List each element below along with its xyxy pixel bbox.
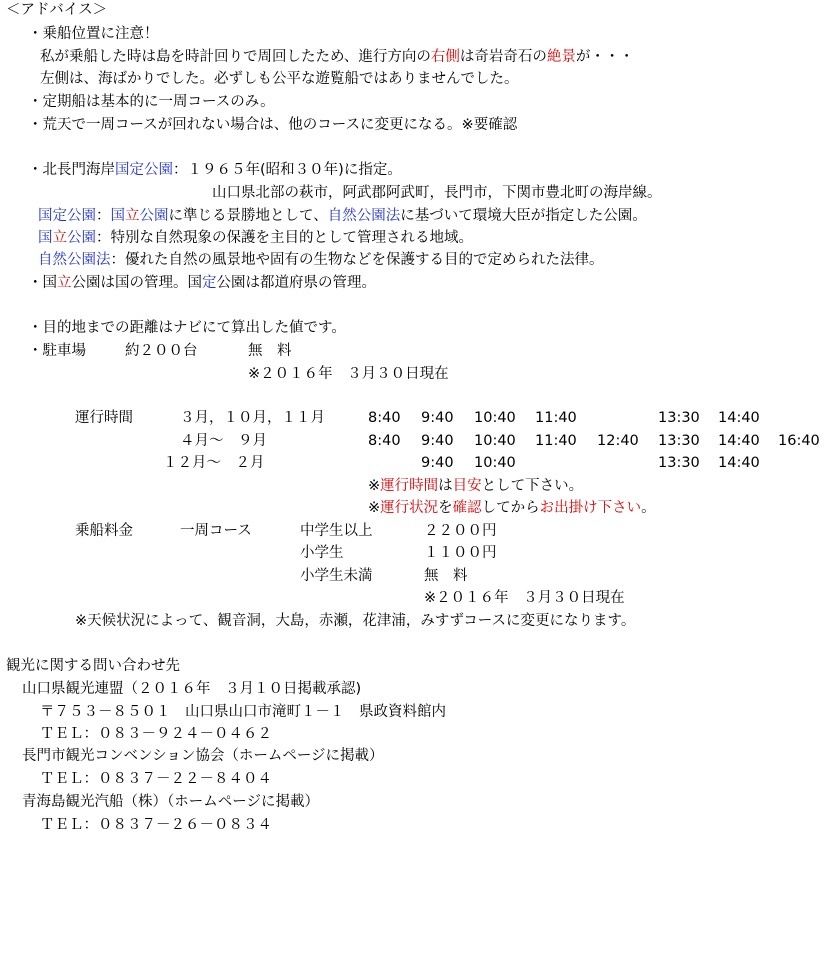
text-segment: ：優れた自然の風景地や固有の生物などを保護する目的で定められた法律。 (110, 252, 604, 268)
park-line-1 (28, 160, 402, 180)
schedule-time: 9:40 (421, 433, 454, 449)
nagato-association-tel: ＴＥＬ：０８３７－２２－８４０４ (40, 771, 272, 787)
schedule-time: 11:40 (535, 410, 577, 426)
schedule-time: 13:30 (658, 410, 700, 426)
text-segment: 公園は国の管理。国 (71, 275, 202, 291)
natural-parks-act-term: 自然公園法 (327, 208, 401, 224)
advice-heading: ＜アドバイス＞ (6, 2, 108, 18)
fare-price: 無 料 (424, 568, 468, 584)
boarding-title: ・乗船位置に注意！ (28, 26, 159, 42)
text-segment: 定 (202, 275, 217, 291)
fare-price: １１００円 (424, 545, 497, 561)
federation-tel: ＴＥＬ：０８３－９２４－０４６２ (40, 726, 272, 742)
regular-ship-note: ・定期船は基本的に一周コースのみ。 (28, 94, 275, 110)
storm-note: ・荒天で一周コースが回れない場合は、他のコースに変更になる。※要確認 (28, 117, 518, 133)
quasi-national-park-term: 国定公園 (38, 208, 96, 224)
highlight-confirm: 確認 (452, 500, 482, 516)
highlight-go-out: お出掛け下さい (539, 500, 642, 516)
contacts-heading: 観光に関する問い合わせ先 (6, 658, 180, 674)
highlight-guideline: 目安 (452, 478, 482, 494)
text-segment: は (438, 478, 453, 494)
text-segment: ※ (368, 500, 381, 516)
schedule-time: 12:40 (597, 433, 639, 449)
text-segment: ※ (368, 478, 381, 494)
text-segment: ：特別な自然現象の保護を主目的として管理される地域。 (96, 230, 473, 246)
schedule-time: 13:30 (658, 455, 700, 471)
text-segment: ：１９６５年(昭和３０年)に指定。 (173, 162, 402, 178)
text-segment: してから (481, 500, 540, 516)
text-segment: ・国 (28, 275, 57, 291)
text-segment: が・・・ (575, 49, 634, 65)
schedule-period: ４月～ ９月 (180, 433, 267, 449)
highlight-operating-status: 運行状況 (380, 500, 439, 516)
schedule-note-1 (368, 476, 583, 496)
fare-date: ※２０１６年 ３月３０日現在 (424, 590, 625, 606)
text-segment: を (438, 500, 453, 516)
schedule-time: 9:40 (421, 410, 454, 426)
federation-name: 山口県観光連盟（２０１６年 ３月１０日掲載承認) (22, 681, 362, 697)
highlight-right-side: 右側 (430, 49, 460, 65)
text-segment: 国 (38, 230, 53, 246)
text-segment: 公園 (67, 230, 96, 246)
weather-note: ※天候状況によって、観音洞，大島，赤瀬，花津浦，みすずコースに変更になります。 (75, 613, 636, 629)
park-line-2: 山口県北部の萩市，阿武郡阿武町，長門市，下関市豊北町の海岸線。 (212, 185, 662, 201)
boarding-line-2: 左側は、海ばかりでした。必ずしも公平な遊覧船ではありませんでした。 (40, 71, 519, 87)
text-segment: ： (96, 208, 111, 224)
schedule-time: 10:40 (474, 433, 516, 449)
text-segment: は奇岩奇石の (459, 49, 547, 65)
text-segment: として下さい。 (481, 478, 584, 494)
park-line-3 (38, 206, 647, 226)
text-segment: 立 (52, 230, 67, 246)
fare-course: 一周コース (180, 523, 252, 539)
schedule-label: 運行時間 (75, 410, 133, 426)
text-segment: 私が乗船した時は島を時計回りで周回したため、進行方向の (40, 49, 431, 65)
schedule-time: 14:40 (718, 410, 760, 426)
schedule-note-2 (368, 498, 656, 518)
fare-label: 乗船料金 (75, 523, 133, 539)
schedule-period: １２月～ ２月 (163, 455, 265, 471)
schedule-time: 10:40 (474, 455, 516, 471)
schedule-time: 14:40 (718, 433, 760, 449)
schedule-period: ３月，１０月，１１月 (180, 410, 325, 426)
natural-parks-act-term: 自然公園法 (38, 252, 111, 268)
park-line-6 (28, 273, 376, 293)
ohmijima-cruise-name: 青海島観光汽船（株）（ホームページに掲載） (22, 794, 319, 810)
fare-category: 小学生未満 (300, 568, 373, 584)
parking-date: ※２０１６年 ３月３０日現在 (248, 366, 449, 382)
park-line-5 (38, 250, 604, 270)
text-segment: 国 (110, 208, 125, 224)
text-segment: ・北長門海岸 (28, 162, 115, 178)
schedule-time: 11:40 (535, 433, 577, 449)
fare-category: 中学生以上 (300, 523, 373, 539)
parking-label: ・駐車場 (28, 343, 86, 359)
nagato-association-name: 長門市観光コンベンション協会（ホームページに掲載） (22, 748, 384, 764)
federation-address: 〒７５３－８５０１ 山口県山口市滝町１－１ 県政資料館内 (40, 704, 446, 720)
text-segment: に基づいて環境大臣が指定した公園。 (400, 208, 647, 224)
text-segment: に準じる景勝地として、 (168, 208, 328, 224)
schedule-time: 13:30 (658, 433, 700, 449)
text-segment: 立 (125, 208, 140, 224)
highlight-operating-hours: 運行時間 (380, 478, 439, 494)
schedule-time: 8:40 (368, 410, 401, 426)
text-segment: 公園 (139, 208, 169, 224)
schedule-time: 14:40 (718, 455, 760, 471)
parking-fee: 無 料 (248, 343, 292, 359)
boarding-line-1 (40, 47, 634, 67)
fare-price: ２２００円 (424, 523, 497, 539)
quasi-national-park-term: 国定公園 (115, 162, 173, 178)
schedule-time: 8:40 (368, 433, 401, 449)
text-segment: 。 (641, 500, 656, 516)
ohmijima-cruise-tel: ＴＥＬ：０８３７－２６－０８３４ (40, 817, 272, 833)
schedule-time: 9:40 (421, 455, 454, 471)
highlight-scenery: 絶景 (546, 49, 576, 65)
fare-category: 小学生 (300, 545, 344, 561)
parking-count: 約２００台 (125, 343, 198, 359)
schedule-time: 10:40 (474, 410, 516, 426)
text-segment: 公園は都道府県の管理。 (216, 275, 376, 291)
distance-note: ・目的地までの距離はナビにて算出した値です。 (28, 320, 346, 336)
park-line-4 (38, 228, 473, 248)
schedule-time: 16:40 (778, 433, 820, 449)
text-segment: 立 (57, 275, 72, 291)
